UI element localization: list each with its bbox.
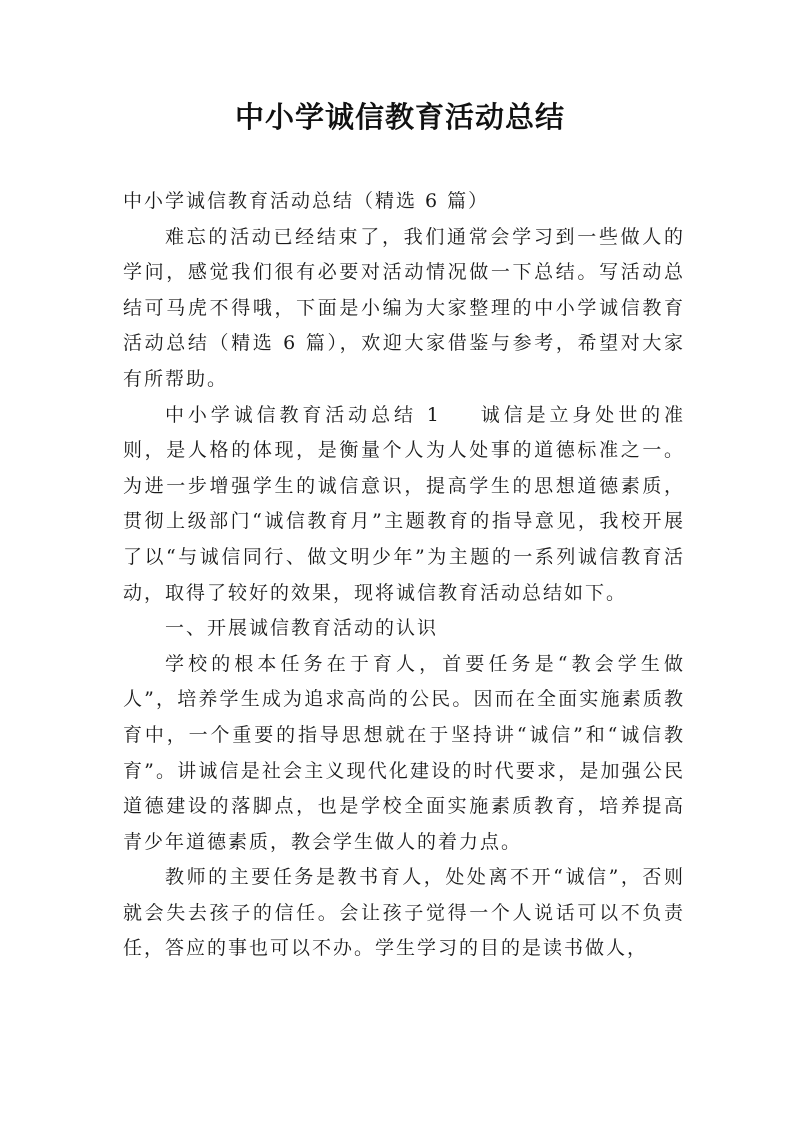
section-1-heading: 中小学诚信教育活动总结 1 — [165, 403, 441, 426]
document-title: 中小学诚信教育活动总结 — [234, 100, 565, 134]
document-body — [123, 184, 685, 967]
section-1-paragraph — [123, 398, 685, 612]
subheading-1: 一、开展诚信教育活动的认识 — [165, 617, 439, 640]
section-1-text: 诚信是立身处世的准则，是人格的体现，是衡量个人为人处事的道德标准之一。为进一步增强学生的诚信意识，提高学生的思想道德素质，贯彻上级部门“诚信教育月”主题教育的指导意见，我校开展了以“与诚信同行、做文明少年”为主题的一系列诚信教育活动，取得了较好的效果，现将诚信教育活动总结如下。 — [123, 403, 685, 604]
document-subtitle: 中小学诚信教育活动总结（精选 6 篇） — [123, 190, 490, 212]
intro-paragraph: 难忘的活动已经结束了，我们通常会学习到一些做人的学问，感觉我们很有必要对活动情况做一下总结。写活动总结可马虎不得哦，下面是小编为大家整理的中小学诚信教育活动总结（精选 6 篇），欢迎大家借鉴与参考，希望对大家有所帮助。 — [123, 225, 685, 390]
body-paragraph-2: 教师的主要任务是教书育人，处处离不开“诚信”，否则就会失去孩子的信任。会让孩子觉得一个人说话可以不负责任，答应的事也可以不办。学生学习的目的是读书做人， — [123, 866, 685, 960]
body-paragraph-1: 学校的根本任务在于育人，首要任务是“教会学生做人”，培养学生成为追求高尚的公民。因而在全面实施素质教育中，一个重要的指导思想就在于坚持讲“诚信”和“诚信教育”。讲诚信是社会主义现代化建设的时代要求，是加强公民道德建设的落脚点，也是学校全面实施素质教育，培养提高青少年道德素质，教会学生做人的着力点。 — [123, 652, 685, 853]
